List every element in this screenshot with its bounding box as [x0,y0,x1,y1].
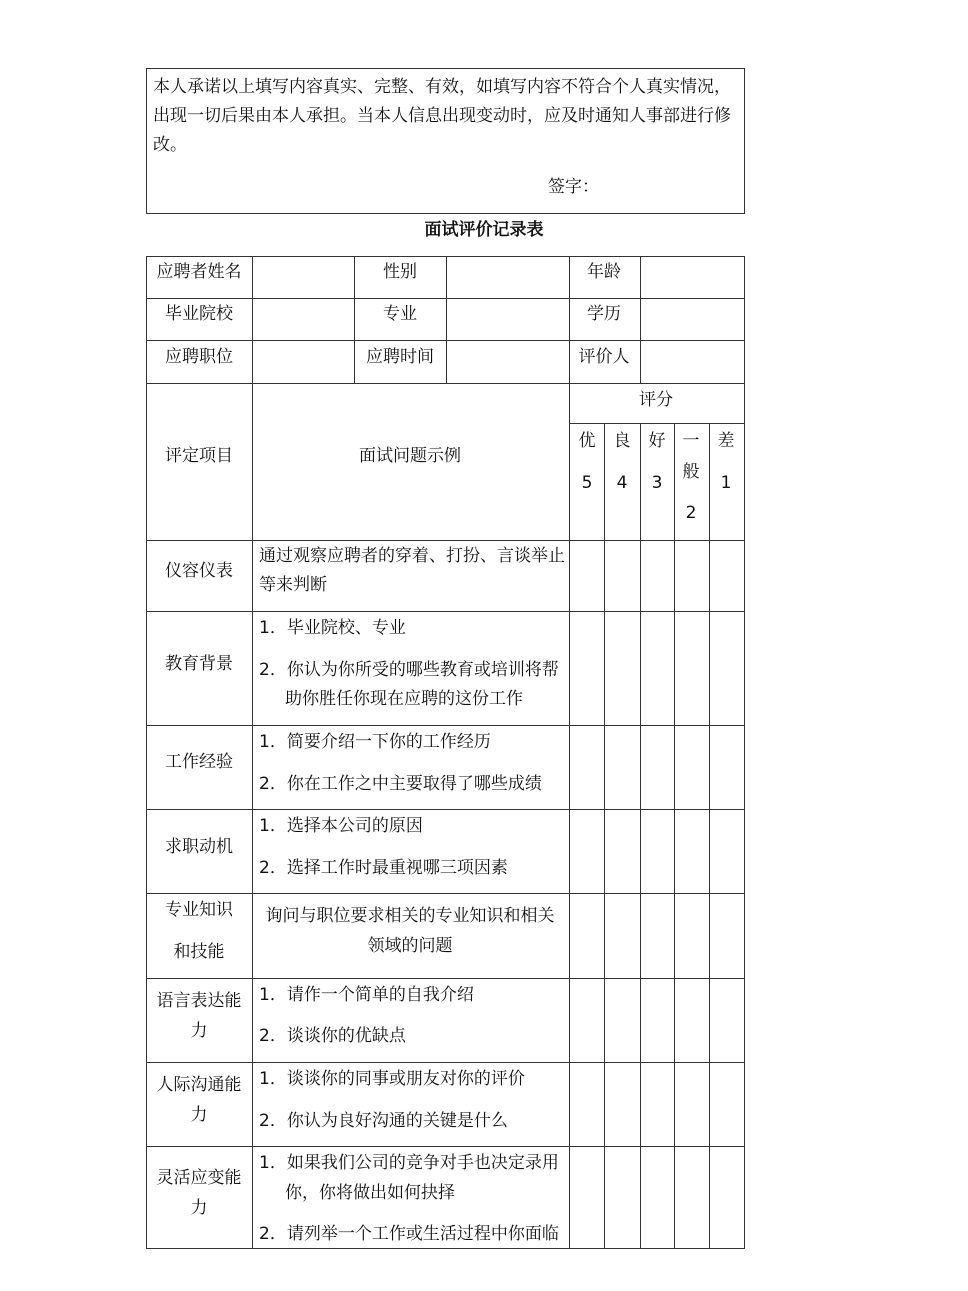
grid-line [354,256,355,383]
grid-line [640,423,641,1249]
grade-poor-score: 1 [720,473,732,493]
grid-line [146,725,745,726]
criterion-question: 领域的问题 [367,936,453,956]
grade-fair: 好 [648,431,666,451]
pledge-text-line-2: 出现一切后果由本人承担。当本人信息出现变动时，应及时通知人事部进行修 [153,106,731,126]
signature-label: 签字： [548,177,599,197]
criterion-question: 2．请列举一个工作或生活过程中你面临 [259,1224,559,1244]
grade-poor: 差 [717,431,735,451]
criterion-name: 人际沟通能 [156,1075,242,1095]
grid-line [709,423,710,1249]
criterion-question: 等来判断 [259,575,327,595]
grade-good: 良 [613,431,631,451]
criterion-name: 求职动机 [165,837,233,857]
label-major: 专业 [383,304,417,324]
criterion-question: 1．选择本公司的原因 [259,816,423,836]
criterion-question: 1．谈谈你的同事或朋友对你的评价 [259,1069,525,1089]
grid-line [640,256,641,383]
grid-line [744,256,745,1249]
criterion-question: 通过观察应聘者的穿着、打扮、言谈举止 [259,546,565,566]
criterion-question: 1．请作一个简单的自我介绍 [259,985,474,1005]
grid-line [146,611,745,612]
criterion-name: 灵活应变能 [156,1168,242,1188]
criterion-question: 助你胜任你现在应聘的这份工作 [285,689,523,709]
criterion-name: 教育背景 [165,654,233,674]
criterion-name: 仪容仪表 [165,561,233,581]
grid-line [146,1248,745,1249]
pledge-text-line-1: 本人承诺以上填写内容真实、完整、有效，如填写内容不符合个人真实情况， [153,77,731,97]
grid-line [146,893,745,894]
grade-average-score: 2 [685,503,697,523]
criterion-name: 语言表达能 [156,991,242,1011]
criterion-name: 专业知识 [165,900,233,920]
grade-average-line2: 般 [682,462,700,482]
label-question-example: 面试问题示例 [359,446,461,466]
criterion-name: 力 [190,1021,208,1041]
criterion-question: 2．你认为你所受的哪些教育或培训将帮 [259,660,559,680]
grid-line [252,256,253,1249]
label-position: 应聘职位 [165,347,233,367]
grid-line [146,1146,745,1147]
criterion-question: 2．你在工作之中主要取得了哪些成绩 [259,774,542,794]
criterion-question: 1．简要介绍一下你的工作经历 [259,732,491,752]
grid-line [146,383,745,384]
criterion-name: 力 [190,1198,208,1218]
label-education: 学历 [587,304,621,324]
label-age: 年龄 [587,262,621,282]
grid-line [446,256,447,383]
pledge-text-line-3: 改。 [153,135,187,155]
criterion-name: 力 [190,1105,208,1125]
grade-fair-score: 3 [651,473,663,493]
label-gender: 性别 [383,262,417,282]
grid-line [146,256,147,1249]
grid-line [569,423,745,424]
criterion-question: 2．选择工作时最重视哪三项因素 [259,858,508,878]
grade-average-line1: 一 [682,431,700,451]
criterion-question: 2．你认为良好沟通的关键是什么 [259,1111,508,1131]
label-applicant-name: 应聘者姓名 [156,262,242,282]
grade-good-score: 4 [616,473,628,493]
criterion-question: 2．谈谈你的优缺点 [259,1026,406,1046]
label-score: 评分 [639,390,673,410]
grid-line [674,423,675,1249]
label-school: 毕业院校 [165,304,233,324]
grid-line [146,978,745,979]
criterion-question: 你，你将做出如何抉择 [285,1183,455,1203]
criterion-question: 询问与职位要求相关的专业知识和相关 [265,906,555,926]
label-evaluation-item: 评定项目 [165,446,233,466]
grid-line [146,1062,745,1063]
label-evaluator: 评价人 [578,347,630,367]
criterion-question: 1．如果我们公司的竞争对手也决定录用 [259,1153,559,1173]
criterion-name: 和技能 [173,942,225,962]
grid-line [569,256,570,1249]
form-title: 面试评价记录表 [424,220,544,240]
grade-excellent: 优 [578,431,596,451]
label-interview-time: 应聘时间 [366,347,434,367]
grid-line [604,423,605,1249]
grid-line [146,809,745,810]
grid-line [146,540,745,541]
grade-excellent-score: 5 [581,473,593,493]
criterion-question: 1．毕业院校、专业 [259,618,406,638]
criterion-name: 工作经验 [165,752,233,772]
